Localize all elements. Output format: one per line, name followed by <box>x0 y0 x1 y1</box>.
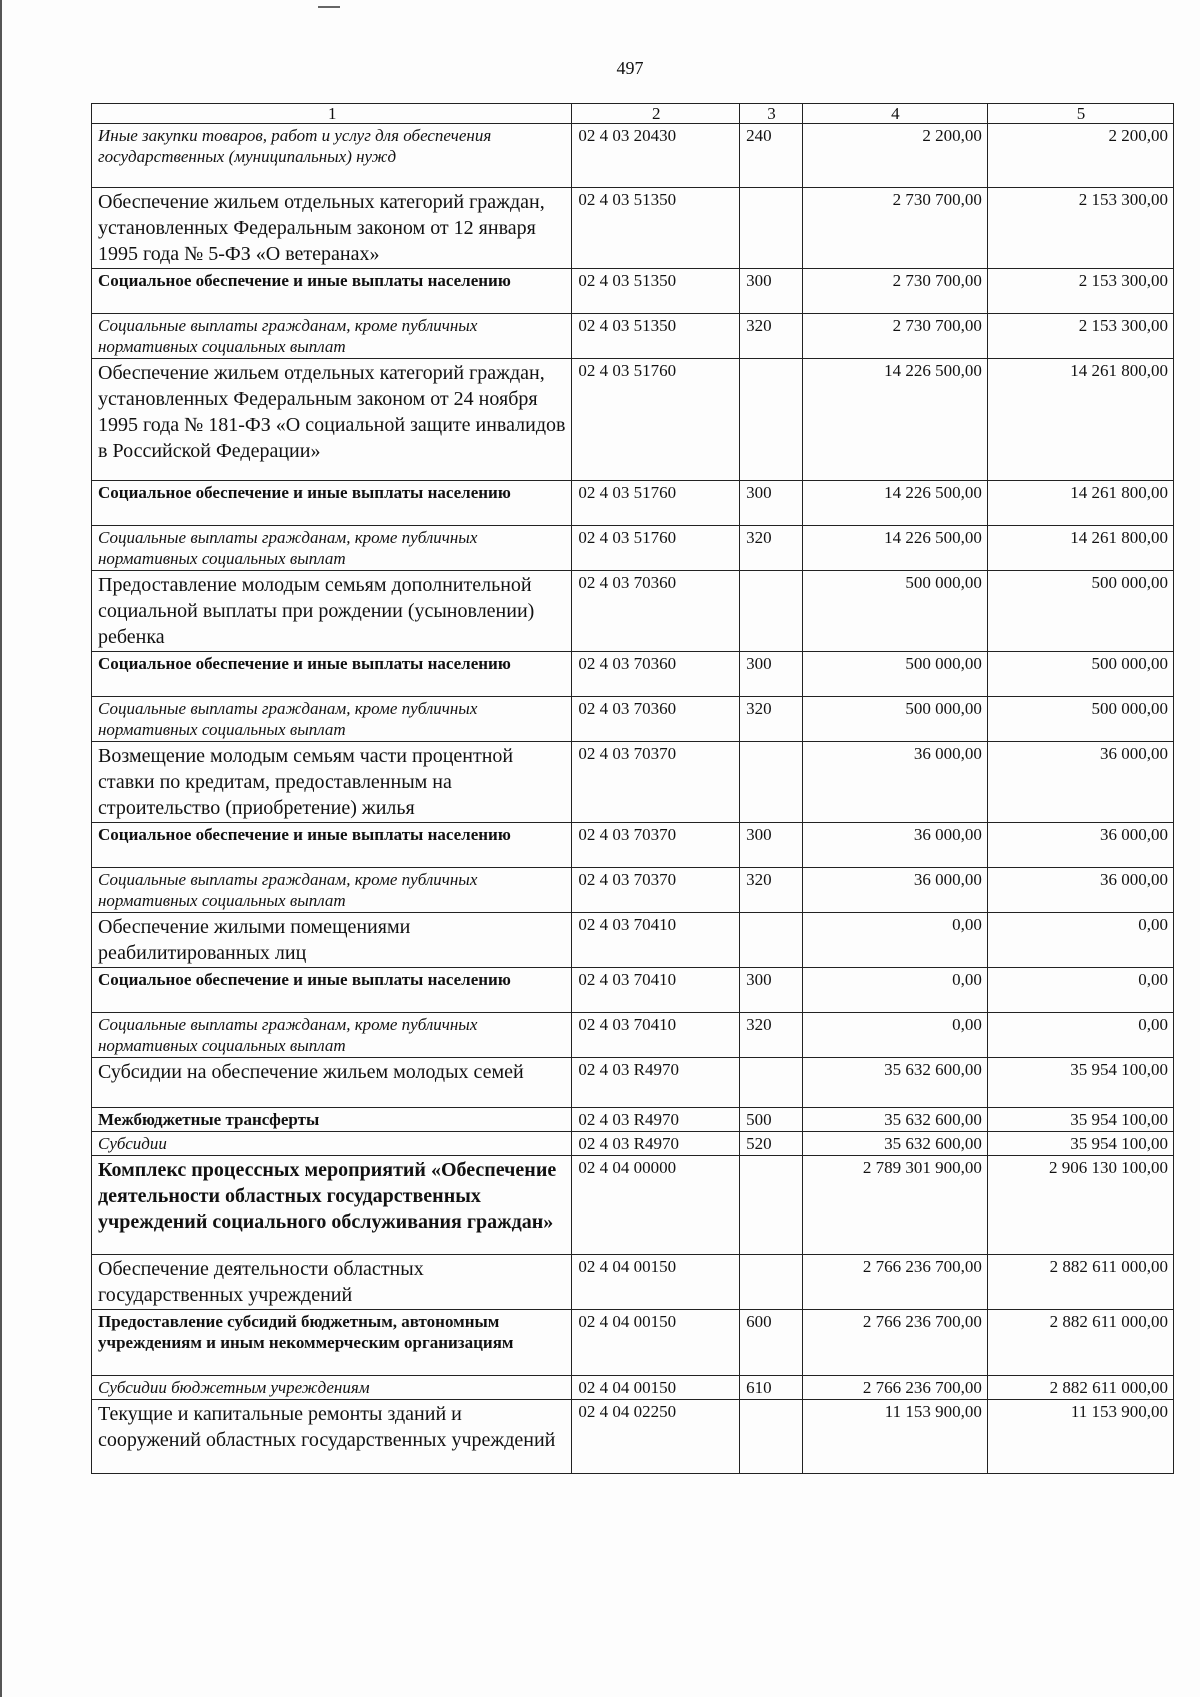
row-name-cell: Обеспечение жилыми помещениями реабилитированных лиц <box>92 913 572 968</box>
row-code-cell: 02 4 04 02250 <box>572 1400 740 1474</box>
row-sum-year-1-cell: 14 226 500,00 <box>802 359 987 481</box>
row-name-cell: Социальное обеспечение и иные выплаты населению <box>92 652 572 697</box>
table-row <box>92 1156 1174 1255</box>
row-name-cell: Субсидии <box>92 1132 572 1156</box>
table-row <box>92 1400 1174 1474</box>
row-sum-year-1-cell: 36 000,00 <box>802 868 987 913</box>
row-sum-year-1-cell: 35 632 600,00 <box>802 1108 987 1132</box>
row-code-cell: 02 4 03 51350 <box>572 314 740 359</box>
row-expense-type-cell <box>740 913 803 968</box>
row-sum-year-2-cell: 2 882 611 000,00 <box>987 1376 1173 1400</box>
row-name-cell: Социальные выплаты гражданам, кроме публичных нормативных социальных выплат <box>92 1013 572 1058</box>
table-row <box>92 314 1174 359</box>
table-row <box>92 526 1174 571</box>
row-sum-year-1-cell: 0,00 <box>802 968 987 1013</box>
row-expense-type-cell <box>740 571 803 652</box>
row-sum-year-2-cell: 2 153 300,00 <box>987 188 1173 269</box>
row-code-cell: 02 4 03 70370 <box>572 868 740 913</box>
row-sum-year-2-cell: 0,00 <box>987 913 1173 968</box>
row-sum-year-1-cell: 35 632 600,00 <box>802 1132 987 1156</box>
table-row <box>92 1255 1174 1310</box>
row-expense-type-cell: 300 <box>740 652 803 697</box>
table-row <box>92 1108 1174 1132</box>
row-sum-year-2-cell: 36 000,00 <box>987 742 1173 823</box>
row-sum-year-1-cell: 0,00 <box>802 913 987 968</box>
row-sum-year-1-cell: 2 730 700,00 <box>802 188 987 269</box>
table-row <box>92 1058 1174 1108</box>
row-name-cell: Социальное обеспечение и иные выплаты населению <box>92 823 572 868</box>
row-sum-year-2-cell: 14 261 800,00 <box>987 359 1173 481</box>
row-sum-year-2-cell: 35 954 100,00 <box>987 1108 1173 1132</box>
row-code-cell: 02 4 03 70410 <box>572 1013 740 1058</box>
page-left-edge <box>0 0 2 1697</box>
row-sum-year-2-cell: 0,00 <box>987 968 1173 1013</box>
budget-table-body <box>92 104 1174 1474</box>
row-sum-year-1-cell: 2 789 301 900,00 <box>802 1156 987 1255</box>
row-code-cell: 02 4 03 70360 <box>572 652 740 697</box>
row-name-cell: Социальное обеспечение и иные выплаты населению <box>92 481 572 526</box>
table-row <box>92 124 1174 188</box>
row-code-cell: 02 4 03 70370 <box>572 823 740 868</box>
table-row <box>92 269 1174 314</box>
row-code-cell: 02 4 04 00150 <box>572 1255 740 1310</box>
row-code-cell: 02 4 03 70370 <box>572 742 740 823</box>
row-sum-year-2-cell: 2 906 130 100,00 <box>987 1156 1173 1255</box>
page-number: 497 <box>616 58 644 78</box>
row-expense-type-cell <box>740 1400 803 1474</box>
row-sum-year-2-cell: 35 954 100,00 <box>987 1132 1173 1156</box>
row-expense-type-cell: 300 <box>740 269 803 314</box>
row-expense-type-cell: 240 <box>740 124 803 188</box>
row-sum-year-2-cell: 2 153 300,00 <box>987 314 1173 359</box>
row-name-cell: Социальные выплаты гражданам, кроме публичных нормативных социальных выплат <box>92 868 572 913</box>
table-row <box>92 968 1174 1013</box>
row-expense-type-cell: 320 <box>740 314 803 359</box>
row-code-cell: 02 4 04 00150 <box>572 1376 740 1400</box>
row-code-cell: 02 4 03 51760 <box>572 359 740 481</box>
row-expense-type-cell <box>740 742 803 823</box>
row-expense-type-cell: 600 <box>740 1310 803 1376</box>
row-name-cell: Социальные выплаты гражданам, кроме публичных нормативных социальных выплат <box>92 526 572 571</box>
row-code-cell: 02 4 03 70360 <box>572 571 740 652</box>
row-expense-type-cell: 300 <box>740 823 803 868</box>
row-code-cell: 02 4 03 R4970 <box>572 1108 740 1132</box>
row-sum-year-1-cell: 2 200,00 <box>802 124 987 188</box>
row-sum-year-1-cell: 2 730 700,00 <box>802 314 987 359</box>
row-code-cell: 02 4 03 51350 <box>572 269 740 314</box>
row-name-cell: Социальные выплаты гражданам, кроме публичных нормативных социальных выплат <box>92 314 572 359</box>
table-row <box>92 697 1174 742</box>
row-name-cell: Возмещение молодым семьям части процентной ставки по кредитам, предоставленным на строительство (приобретение) жилья <box>92 742 572 823</box>
row-code-cell: 02 4 03 51350 <box>572 188 740 269</box>
row-name-cell: Социальное обеспечение и иные выплаты населению <box>92 968 572 1013</box>
row-sum-year-1-cell: 35 632 600,00 <box>802 1058 987 1108</box>
row-sum-year-1-cell: 2 766 236 700,00 <box>802 1310 987 1376</box>
row-sum-year-2-cell: 14 261 800,00 <box>987 481 1173 526</box>
row-code-cell: 02 4 03 R4970 <box>572 1058 740 1108</box>
table-row <box>92 1013 1174 1058</box>
row-code-cell: 02 4 03 70410 <box>572 968 740 1013</box>
row-name-cell: Межбюджетные трансферты <box>92 1108 572 1132</box>
row-expense-type-cell: 610 <box>740 1376 803 1400</box>
row-name-cell: Обеспечение жильем отдельных категорий граждан, установленных Федеральным законом от 12 января 1995 года № 5-ФЗ «О ветеранах» <box>92 188 572 269</box>
row-sum-year-1-cell: 500 000,00 <box>802 697 987 742</box>
row-sum-year-2-cell: 2 153 300,00 <box>987 269 1173 314</box>
row-name-cell: Текущие и капитальные ремонты зданий и сооружений областных государственных учреждений <box>92 1400 572 1474</box>
row-name-cell: Обеспечение жильем отдельных категорий граждан, установленных Федеральным законом от 24 ноября 1995 года № 181-ФЗ «О социальной защите инвалидов в Российской Федерации» <box>92 359 572 481</box>
row-expense-type-cell: 320 <box>740 526 803 571</box>
row-sum-year-1-cell: 11 153 900,00 <box>802 1400 987 1474</box>
row-sum-year-2-cell: 500 000,00 <box>987 652 1173 697</box>
table-row <box>92 868 1174 913</box>
row-name-cell: Предоставление молодым семьям дополнительной социальной выплаты при рождении (усыновлении) ребенка <box>92 571 572 652</box>
row-sum-year-1-cell: 0,00 <box>802 1013 987 1058</box>
row-code-cell: 02 4 03 70360 <box>572 697 740 742</box>
table-row <box>92 1132 1174 1156</box>
row-name-cell: Социальные выплаты гражданам, кроме публичных нормативных социальных выплат <box>92 697 572 742</box>
row-code-cell: 02 4 03 20430 <box>572 124 740 188</box>
row-expense-type-cell: 300 <box>740 968 803 1013</box>
table-header-row <box>92 104 1174 124</box>
row-expense-type-cell: 320 <box>740 868 803 913</box>
row-expense-type-cell <box>740 1255 803 1310</box>
table-row <box>92 1310 1174 1376</box>
row-expense-type-cell: 520 <box>740 1132 803 1156</box>
header-col-3: 3 <box>740 104 803 124</box>
table-row <box>92 652 1174 697</box>
row-name-cell: Комплекс процессных мероприятий «Обеспечение деятельности областных государственных учреждений социального обслуживания граждан» <box>92 1156 572 1255</box>
row-sum-year-1-cell: 36 000,00 <box>802 742 987 823</box>
row-sum-year-2-cell: 500 000,00 <box>987 697 1173 742</box>
table-row <box>92 913 1174 968</box>
header-col-5: 5 <box>987 104 1173 124</box>
row-expense-type-cell <box>740 188 803 269</box>
row-name-cell: Предоставление субсидий бюджетным, автономным учреждениям и иным некоммерческим организациям <box>92 1310 572 1376</box>
row-sum-year-1-cell: 2 766 236 700,00 <box>802 1255 987 1310</box>
row-name-cell: Субсидии бюджетным учреждениям <box>92 1376 572 1400</box>
row-expense-type-cell: 300 <box>740 481 803 526</box>
row-sum-year-2-cell: 2 882 611 000,00 <box>987 1255 1173 1310</box>
row-expense-type-cell: 500 <box>740 1108 803 1132</box>
row-sum-year-2-cell: 500 000,00 <box>987 571 1173 652</box>
table-row <box>92 742 1174 823</box>
row-sum-year-2-cell: 2 882 611 000,00 <box>987 1310 1173 1376</box>
row-sum-year-2-cell: 0,00 <box>987 1013 1173 1058</box>
row-name-cell: Субсидии на обеспечение жильем молодых семей <box>92 1058 572 1108</box>
row-code-cell: 02 4 04 00150 <box>572 1310 740 1376</box>
row-sum-year-2-cell: 35 954 100,00 <box>987 1058 1173 1108</box>
table-row <box>92 188 1174 269</box>
row-sum-year-1-cell: 500 000,00 <box>802 652 987 697</box>
table-row <box>92 571 1174 652</box>
row-code-cell: 02 4 03 51760 <box>572 526 740 571</box>
header-col-2: 2 <box>572 104 740 124</box>
row-sum-year-1-cell: 36 000,00 <box>802 823 987 868</box>
row-expense-type-cell <box>740 1058 803 1108</box>
row-name-cell: Иные закупки товаров, работ и услуг для обеспечения государственных (муниципальных) нужд <box>92 124 572 188</box>
header-col-1: 1 <box>92 104 572 124</box>
row-sum-year-1-cell: 14 226 500,00 <box>802 481 987 526</box>
row-sum-year-2-cell: 36 000,00 <box>987 823 1173 868</box>
row-expense-type-cell <box>740 1156 803 1255</box>
header-col-4: 4 <box>802 104 987 124</box>
row-sum-year-2-cell: 36 000,00 <box>987 868 1173 913</box>
row-sum-year-1-cell: 14 226 500,00 <box>802 526 987 571</box>
table-row <box>92 481 1174 526</box>
table-row <box>92 1376 1174 1400</box>
row-sum-year-1-cell: 500 000,00 <box>802 571 987 652</box>
table-row <box>92 823 1174 868</box>
table-row <box>92 359 1174 481</box>
row-sum-year-2-cell: 2 200,00 <box>987 124 1173 188</box>
row-code-cell: 02 4 04 00000 <box>572 1156 740 1255</box>
row-name-cell: Обеспечение деятельности областных государственных учреждений <box>92 1255 572 1310</box>
row-code-cell: 02 4 03 70410 <box>572 913 740 968</box>
row-expense-type-cell: 320 <box>740 1013 803 1058</box>
row-sum-year-2-cell: 14 261 800,00 <box>987 526 1173 571</box>
budget-table <box>91 103 1174 1474</box>
row-code-cell: 02 4 03 51760 <box>572 481 740 526</box>
row-expense-type-cell <box>740 359 803 481</box>
row-sum-year-1-cell: 2 730 700,00 <box>802 269 987 314</box>
row-name-cell: Социальное обеспечение и иные выплаты населению <box>92 269 572 314</box>
row-expense-type-cell: 320 <box>740 697 803 742</box>
row-sum-year-1-cell: 2 766 236 700,00 <box>802 1376 987 1400</box>
row-sum-year-2-cell: 11 153 900,00 <box>987 1400 1173 1474</box>
row-code-cell: 02 4 03 R4970 <box>572 1132 740 1156</box>
scan-mark <box>318 6 340 8</box>
